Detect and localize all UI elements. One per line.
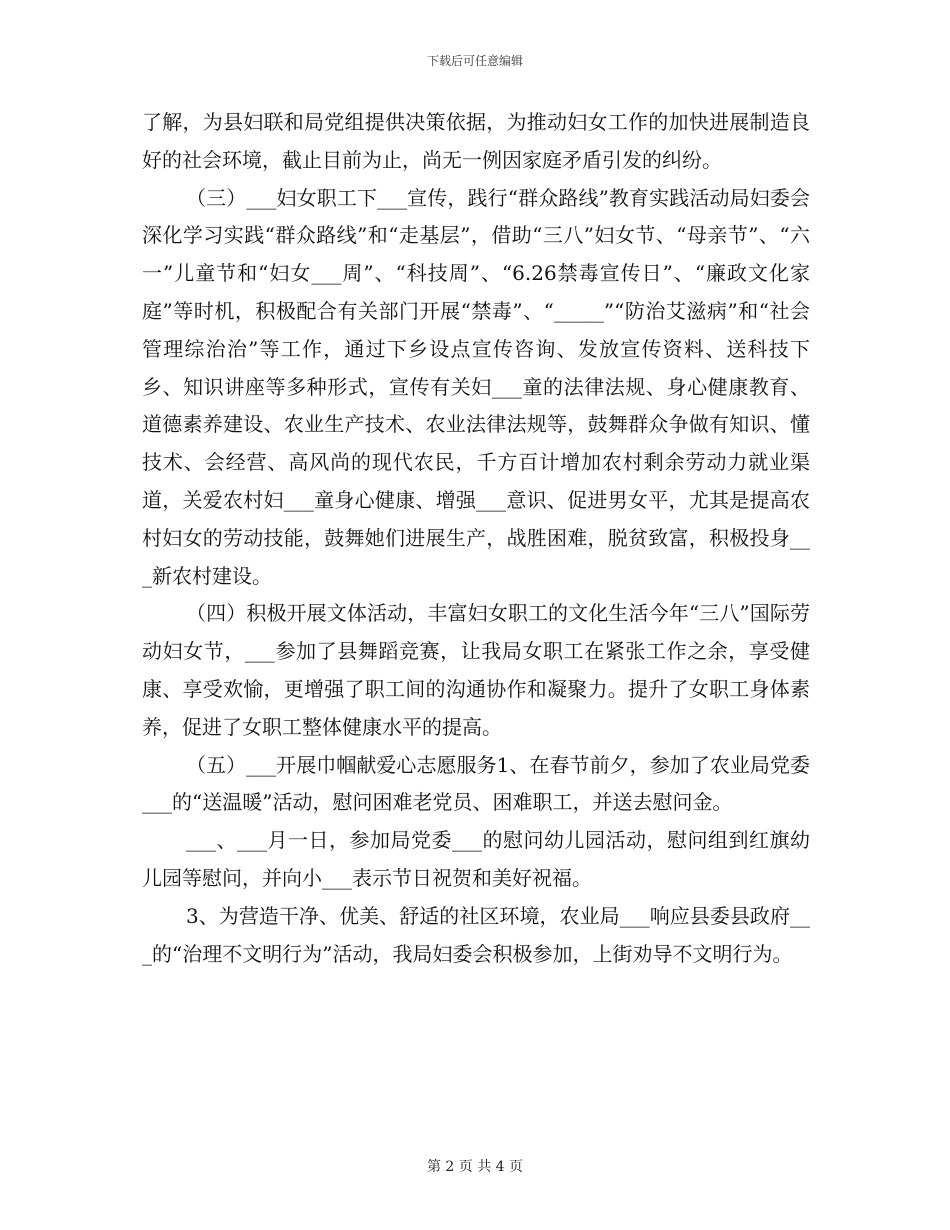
paragraph-section-3: （三）___妇女职工下___宣传，践行“群众路线”教育实践活动局妇委会深化学习实践“群众路线”和“走基层”，借助“三八”妇女节、“母亲节”、“六一”儿童节和“妇女___周”、“科技周”、“6.26禁毒宣传日”、“廉政文化家庭”等时机，积极配合有关部门开展“禁毒”、“_____”“防治艾滋病”和“社会管理综治治”等工作，通过下乡设点宣传咨询、发放宣传资料、送科技下乡、知识讲座等多种形式，宣传有关妇___童的法律法规、身心健康教育、道德素养建设、农业生产技术、农业法律法规等，鼓舞群众争做有知识、懂技术、会经营、高风尚的现代农民，千方百计增加农村剩余劳动力就业渠道，关爱农村妇___童身心健康、增强___意识、促进男女平，尤其是提高农村妇女的劳动技能，鼓舞她们进展生产，战胜困难，脱贫致富，积极投身___新农村建设。 [142,185,810,588]
paragraph-item-2: ___、___月一日，参加局党委___的慰问幼儿园活动，慰问组到红旗幼儿园等慰问，并向小___表示节日祝贺和美好祝福。 [142,828,810,890]
paragraph-item-3: 3、为营造干净、优美、舒适的社区环境，农业局___响应县委县政府___的“治理不文明行为”活动，我局妇委会积极参加，上街劝导不文明行为。 [142,903,810,966]
paragraph-intro-continuation: 了解，为县妇联和局党组提供决策依据，为推动妇女工作的加快进展制造良好的社会环境，截止目前为止，尚无一例因家庭矛盾引发的纠纷。 [142,110,810,172]
page-number-footer: 第 2 页 共 4 页 [426,1159,524,1175]
paragraph-section-4: （四）积极开展文体活动，丰富妇女职工的文化生活今年“三八”国际劳动妇女节，___参加了县舞蹈竞赛，让我局女职工在紧张工作之余，享受健康、享受欢愉，更增强了职工间的沟通协作和凝聚力。提升了女职工身体素养，促进了女职工整体健康水平的提高。 [142,601,810,739]
document-body [142,104,810,973]
page-header: 下载后可任意编辑 [426,54,523,68]
paragraph-section-5: （五）___开展巾帼献爱心志愿服务1、在春节前夕，参加了农业局党委___的“送温暖”活动，慰问困难老党员、困难职工，并送去慰问金。 [142,752,810,815]
